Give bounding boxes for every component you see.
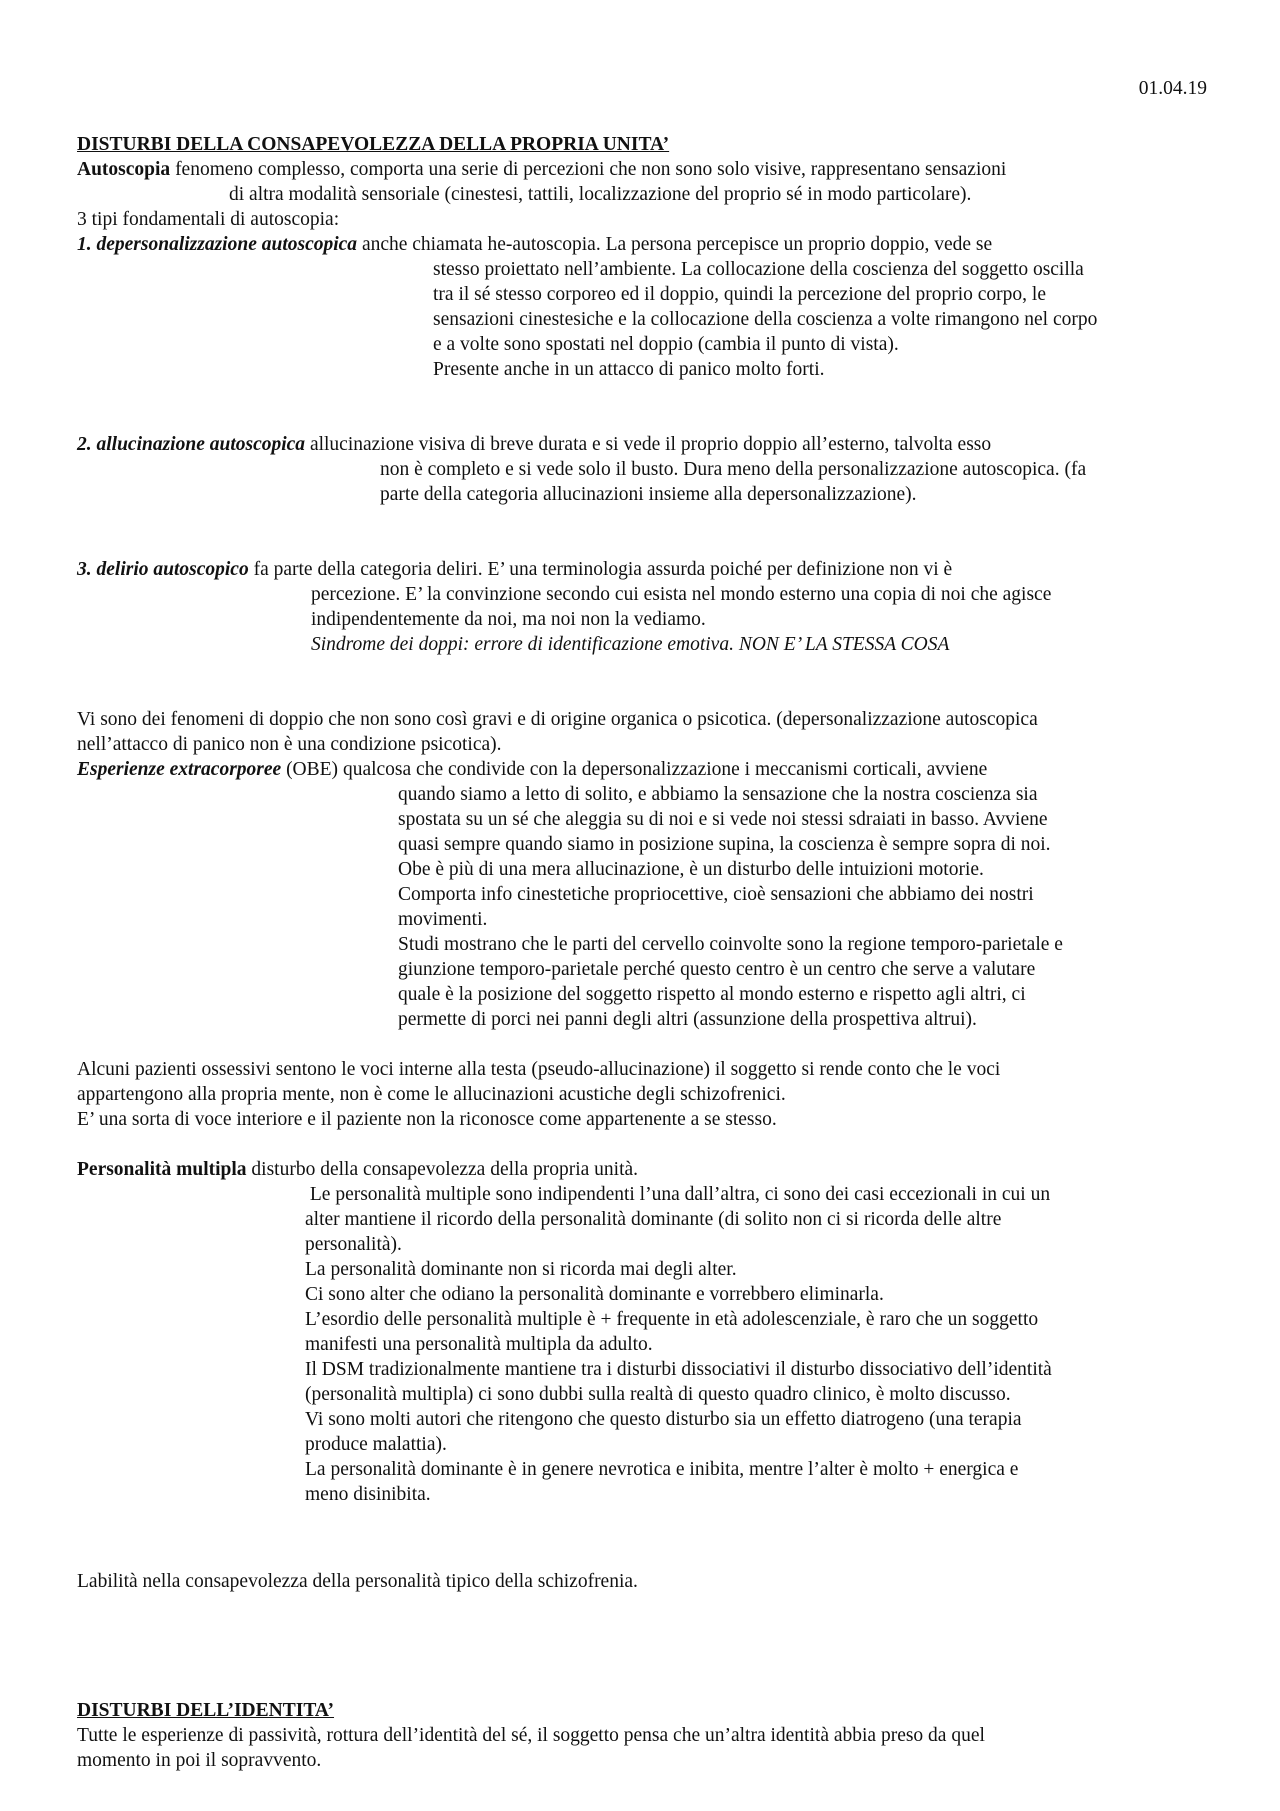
type2-term: 2. allucinazione autoscopica (77, 434, 306, 455)
type3-first-line (77, 557, 1213, 582)
type1-first-text: anche chiamata he-autoscopia. La persona percepisce un proprio doppio, vede se (357, 234, 993, 255)
identita-line: momento in poi il sopravvento. (77, 1750, 322, 1771)
identita-line: Tutte le esperienze di passività, rottura dell’identità del sé, il soggetto pensa che un’altra identità abbia preso da quel (77, 1725, 985, 1746)
type1-first-line (77, 232, 1213, 257)
obe-abbr: (OBE) (281, 759, 339, 780)
obe-line: permette di porci nei panni degli altri (assunzione della prospettiva altrui). (398, 1009, 977, 1030)
obe-line: Obe è più di una mera allucinazione, è un disturbo delle intuizioni motorie. (398, 859, 984, 880)
multipla-line: Il DSM tradizionalmente mantiene tra i disturbi dissociativi il disturbo dissociativo dell’identità (305, 1359, 1052, 1380)
section-heading-unita: DISTURBI DELLA CONSAPEVOLEZZA DELLA PROPRIA UNITA’ (77, 134, 670, 155)
ossessivi-line: appartengono alla propria mente, non è come le allucinazioni acustiche degli schizofrenici. (77, 1084, 786, 1105)
multipla-line: produce malattia). (305, 1434, 447, 1455)
obe-line: giunzione temporo-parietale perché questo centro è un centro che serve a valutare (398, 959, 1036, 980)
type3-line: percezione. E’ la convinzione secondo cui esista nel mondo esterno una copia di noi che agisce (311, 584, 1052, 605)
obe-first-line (77, 757, 1213, 782)
spacer (77, 1669, 1213, 1698)
type3-line: indipendentemente da noi, ma noi non la vediamo. (311, 609, 706, 630)
type1-line: Presente anche in un attacco di panico molto forti. (433, 359, 825, 380)
type3-italic-note: Sindrome dei doppi: errore di identificazione emotiva. NON E’ LA STESSA COSA (311, 634, 950, 655)
obe-line: quale è la posizione del soggetto rispetto al mondo esterno e rispetto agli altri, ci (398, 984, 1026, 1005)
multipla-line: personalità). (305, 1234, 402, 1255)
multipla-line: Le personalità multiple sono indipendenti l’una dall’altra, ci sono dei casi eccezionali in cui un (305, 1184, 1051, 1205)
multipla-line: alter mantiene il ricordo della personalità dominante (di solito non ci si ricorda delle altre (305, 1209, 1002, 1230)
multipla-line: meno disinibita. (305, 1484, 431, 1505)
autoscopia-definition (77, 157, 1213, 182)
spacer (77, 657, 1213, 707)
multipla-first-text: disturbo della consapevolezza della propria unità. (246, 1159, 639, 1180)
spacer (77, 382, 1213, 432)
spacer (77, 507, 1213, 557)
type3-term: 3. delirio autoscopico (77, 559, 249, 580)
autoscopia-line-2: di altra modalità sensoriale (cinestesi, tattili, localizzazione del proprio sé in modo particolare). (229, 184, 972, 205)
type2-first-line (77, 432, 1213, 457)
ossessivi-line: Alcuni pazienti ossessivi sentono le voci interne alla testa (pseudo-allucinazione) il soggetto si rende conto che le voci (77, 1059, 1001, 1080)
type1-line: e a volte sono spostati nel doppio (cambia il punto di vista). (433, 334, 899, 355)
autoscopia-types-intro: 3 tipi fondamentali di autoscopia: (77, 209, 340, 230)
ossessivi-line: E’ una sorta di voce interiore e il paziente non la riconosce come appartenente a se stesso. (77, 1109, 777, 1130)
type1-line: tra il sé stesso corporeo ed il doppio, quindi la percezione del proprio corpo, le (433, 284, 1046, 305)
obe-line: Comporta info cinestetiche propriocettive, cioè sensazioni che abbiamo dei nostri (398, 884, 1034, 905)
multipla-term: Personalità multipla (77, 1159, 247, 1180)
document-date: 01.04.19 (1138, 78, 1207, 99)
type1-line: sensazioni cinestesiche e la collocazione della coscienza a volte rimangono nel corpo (433, 309, 1098, 330)
obe-line: movimenti. (398, 909, 488, 930)
type3-first-text: fa parte della categoria deliri. E’ una terminologia assurda poiché per definizione non vi è (248, 559, 953, 580)
multipla-line: manifesti una personalità multipla da adulto. (305, 1334, 653, 1355)
autoscopia-line-1: fenomeno complesso, comporta una serie di percezioni che non sono solo visive, rappresentano sensazioni (170, 159, 1007, 180)
autoscopia-term: Autoscopia (77, 159, 171, 180)
obe-line: quando siamo a letto di solito, e abbiamo la sensazione che la nostra coscienza sia (398, 784, 1038, 805)
section-heading-identita: DISTURBI DELL’IDENTITA’ (77, 1700, 335, 1721)
obe-line: spostata su un sé che aleggia su di noi e si vede noi stessi sdraiati in basso. Avviene (398, 809, 1048, 830)
type1-line: stesso proiettato nell’ambiente. La collocazione della coscienza del soggetto oscilla (433, 259, 1084, 280)
obe-line: Studi mostrano che le parti del cervello coinvolte sono la regione temporo-parietale e (398, 934, 1063, 955)
obe-first-text: qualcosa che condivide con la depersonalizzazione i meccanismi corticali, avviene (338, 759, 988, 780)
multipla-line: Ci sono alter che odiano la personalità dominante e vorrebbero eliminarla. (305, 1284, 884, 1305)
multipla-line: La personalità dominante non si ricorda mai degli alter. (305, 1259, 737, 1280)
obe-term: Esperienze extracorporee (77, 759, 282, 780)
document-body (77, 132, 1213, 1773)
doppio-paragraph-line-1: Vi sono dei fenomeni di doppio che non sono così gravi e di origine organica o psicotica. (depersonalizzazione autoscopica (77, 709, 1038, 730)
spacer (77, 1507, 1213, 1557)
type2-first-text: allucinazione visiva di breve durata e si vede il proprio doppio all’esterno, talvolta esso (305, 434, 992, 455)
spacer (77, 1594, 1213, 1669)
multipla-first-line (77, 1157, 1213, 1182)
type1-term: 1. depersonalizzazione autoscopica (77, 234, 358, 255)
doppio-paragraph-line-2: nell’attacco di panico non è una condizione psicotica). (77, 734, 502, 755)
multipla-line: L’esordio delle personalità multiple è + frequente in età adolescenziale, è raro che un soggetto (305, 1309, 1039, 1330)
multipla-line: La personalità dominante è in genere nevrotica e inibita, mentre l’alter è molto + energica e (305, 1459, 1019, 1480)
multipla-line: Vi sono molti autori che ritengono che questo disturbo sia un effetto diatrogeno (una terapia (305, 1409, 1022, 1430)
obe-line: quasi sempre quando siamo in posizione supina, la coscienza è sempre sopra di noi. (398, 834, 1051, 855)
labilita-line: Labilità nella consapevolezza della personalità tipico della schizofrenia. (77, 1571, 638, 1592)
spacer (77, 1557, 1213, 1569)
spacer (77, 1032, 1213, 1057)
spacer (77, 1132, 1213, 1157)
type2-line: non è completo e si vede solo il busto. Dura meno della personalizzazione autoscopica. (fa (380, 459, 1087, 480)
multipla-line: (personalità multipla) ci sono dubbi sulla realtà di questo quadro clinico, è molto discusso. (305, 1384, 1011, 1405)
type2-line: parte della categoria allucinazioni insieme alla depersonalizzazione). (380, 484, 917, 505)
